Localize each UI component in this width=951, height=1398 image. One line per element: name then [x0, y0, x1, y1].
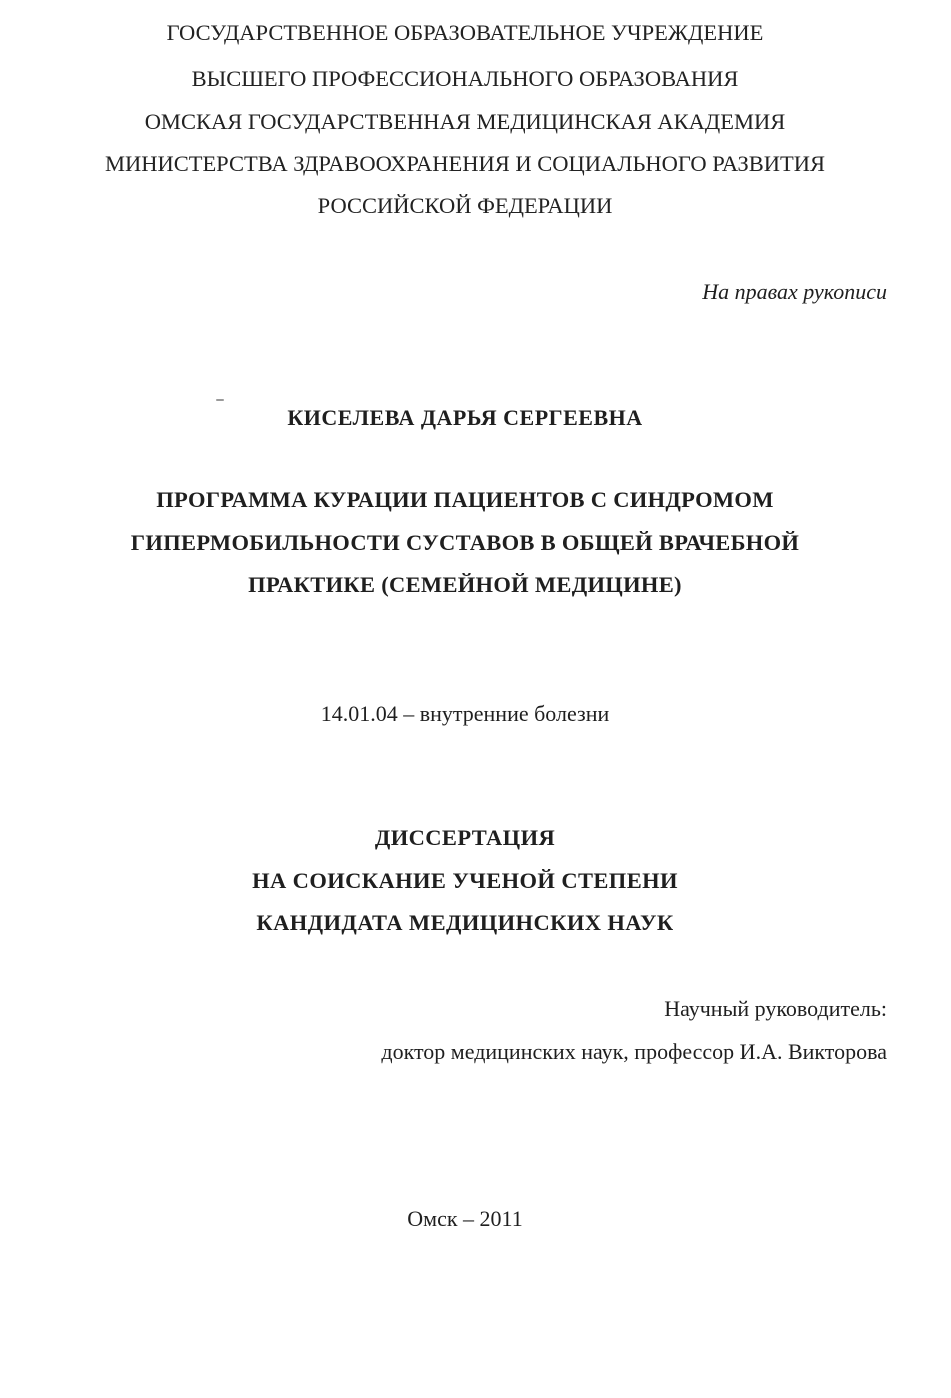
- dissertation-line-1: ДИССЕРТАЦИЯ: [374, 825, 556, 850]
- title-line-3: ПРАКТИКЕ (СЕМЕЙНОЙ МЕДИЦИНЕ): [248, 572, 682, 597]
- institution-line-5: РОССИЙСКОЙ ФЕДЕРАЦИИ: [317, 193, 613, 218]
- institution-line-3: ОМСКАЯ ГОСУДАРСТВЕННАЯ МЕДИЦИНСКАЯ АКАДЕМИЯ: [144, 109, 786, 134]
- institution-line-1: ГОСУДАРСТВЕННОЕ ОБРАЗОВАТЕЛЬНОЕ УЧРЕЖДЕНИЕ: [166, 20, 764, 45]
- dissertation-line-2: НА СОИСКАНИЕ УЧЕНОЙ СТЕПЕНИ: [252, 868, 678, 893]
- title-line-2: ГИПЕРМОБИЛЬНОСТИ СУСТАВОВ В ОБЩЕЙ ВРАЧЕБНОЙ: [130, 530, 800, 555]
- place-year: Омск – 2011: [407, 1206, 523, 1231]
- title-line-1: ПРОГРАММА КУРАЦИИ ПАЦИЕНТОВ С СИНДРОМОМ: [156, 487, 774, 512]
- supervisor-label: Научный руководитель:: [664, 996, 887, 1021]
- specialty-code: 14.01.04 – внутренние болезни: [320, 701, 610, 726]
- author-name: КИСЕЛЕВА ДАРЬЯ СЕРГЕЕВНА: [287, 405, 643, 430]
- scan-speck: [216, 399, 224, 401]
- supervisor-name: доктор медицинских наук, профессор И.А. Викторова: [381, 1039, 887, 1064]
- manuscript-note: На правах рукописи: [702, 279, 887, 304]
- dissertation-line-3: КАНДИДАТА МЕДИЦИНСКИХ НАУК: [256, 910, 674, 935]
- institution-line-4: МИНИСТЕРСТВА ЗДРАВООХРАНЕНИЯ И СОЦИАЛЬНОГО РАЗВИТИЯ: [104, 151, 826, 176]
- institution-line-2: ВЫСШЕГО ПРОФЕССИОНАЛЬНОГО ОБРАЗОВАНИЯ: [191, 66, 739, 91]
